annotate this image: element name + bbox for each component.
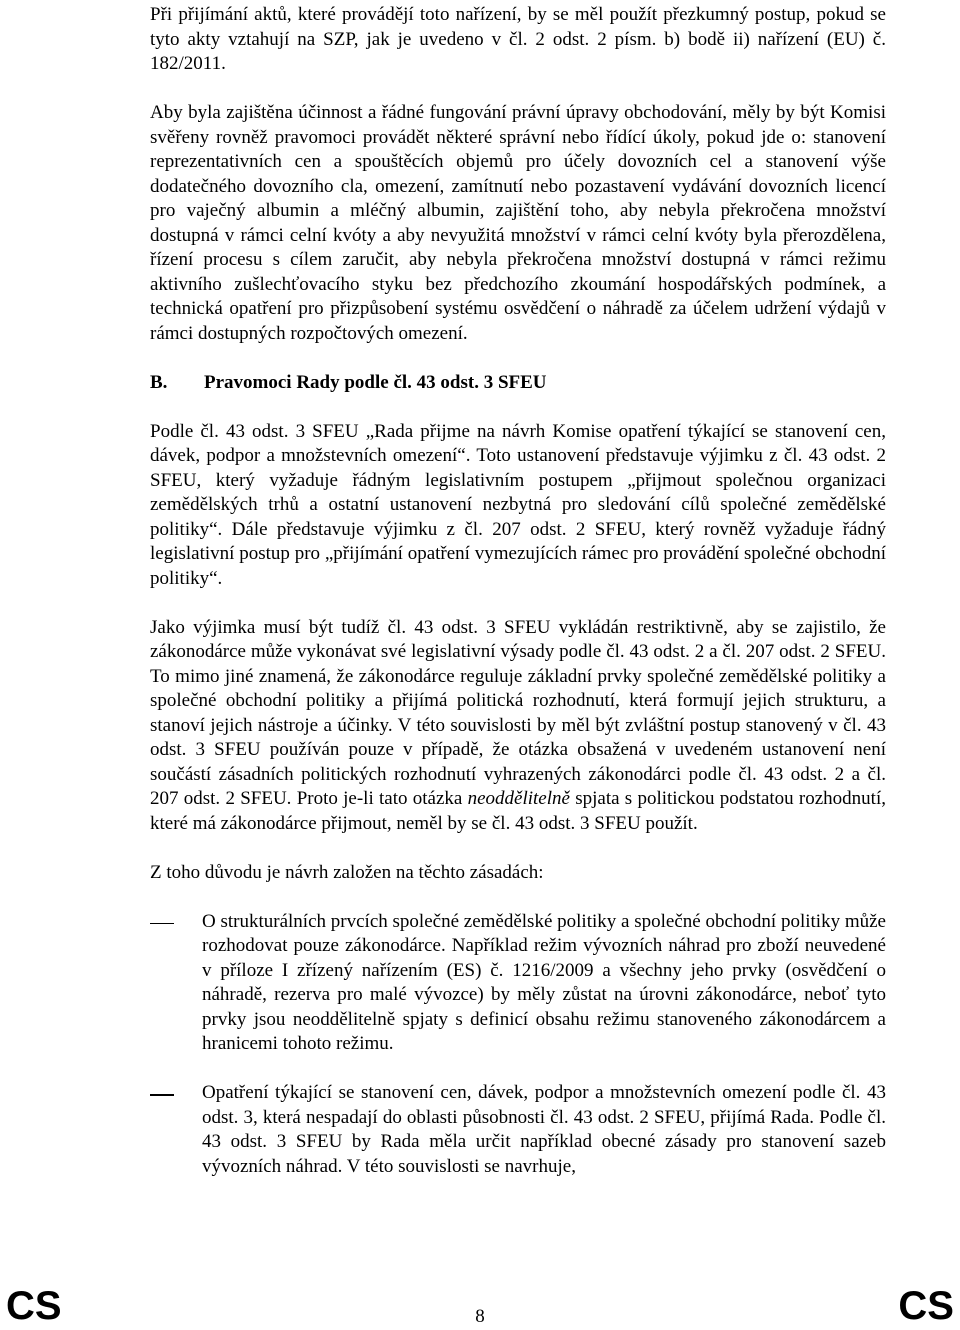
paragraph-text: spjata s politickou podstatou rozhodnutí, které má zákonodárce přijmout, neměl by se čl. 43 odst. 3 SFEU použít.	[150, 788, 886, 834]
paragraph-commission-powers: Aby byla zajištěna účinnost a řádné fungování právní úpravy obchodování, měly by být Komisi svěřeny rovněž pravomoci provádět některé správní nebo řídící úkoly, pokud jde o: stanovení reprezentativních cen a spouštěcích objemů pro účely dovozních cel a stanovení výše dodatečného dovozního cla, omezení, zamítnutí nebo pozastavení vydávání dovozních licencí pro vaječný albumin a mléčný albumin, zajištění toho, aby nebyla překročena množství dostupná v rámci celní kvóty a aby nevyužitá množství v rámci celní kvóty byla přerozdělena, řízení procesu s cílem zaručit, aby nebyla překročena množství dostupná v rámci režimu aktivního zušlechťovacího styku bez předchozího zkoumání hospodářských podmínek, a technická opatření pro přizpůsobení systému osvědčení o náhradě za účelem udržení výdajů v rámci dostupných rozpočtových omezení.	[150, 102, 886, 344]
list-item-text: O strukturálních prvcích společné zemědělské politiky a společné obchodní politiky může rozhodovat pouze zákonodárce. Například režim vývozních náhrad pro zboží neuvedené v příloze I zřízený nařízením (ES) č. 1216/2009 a všechny jeho prvky (osvědčení o náhradě, rezerva pro malé vývozce) by měly zůstat na úrovni zákonodárce, neboť tyto prvky jsou neoddělitelně spjaty s definicí obsahu režimu stanoveného zákonodárcem a hranicemi tohoto režimu.	[202, 910, 886, 1054]
document-body	[150, 3, 886, 1179]
paragraph-text: Jako výjimka musí být tudíž čl. 43 odst. 3 SFEU vykládán restriktivně, aby se zajistilo, že zákonodárce může vykonávat své legislativní výsady podle čl. 43 odst. 2 a čl. 207 odst. 2 SFEU. To mimo jiné znamená, že zákonodárce reguluje základní prvky společné zemědělské politiky a společné obchodní politiky a přijímá politická rozhodnutí, která formují jejich strukturu, a stanoví jejich nástroje a účinky. V této souvislosti by měl být zvláštní postup stanovený v čl. 43 odst. 3 SFEU používán pouze v případě, že otázka obsažená v uvedeném ustanovení není součástí zásadních politických rozhodnutí vyhrazených zákonodárci podle čl. 43 odst. 2 a čl. 207 odst. 2 SFEU. Proto je-li tato otázka	[150, 616, 886, 809]
dash-bullet	[150, 923, 174, 925]
footer-language-code-left: CS	[6, 1284, 62, 1328]
dash-bullet	[150, 1094, 174, 1096]
section-number: B.	[150, 371, 168, 393]
section-title: Pravomoci Rady podle čl. 43 odst. 3 SFEU	[204, 371, 547, 393]
emphasized-term: neoddělitelně	[467, 788, 570, 809]
list-item	[150, 1081, 886, 1179]
footer-language-code-right: CS	[898, 1284, 954, 1328]
page-number: 8	[475, 1306, 485, 1327]
section-heading	[150, 371, 886, 396]
paragraph-restrictive-interpretation	[150, 616, 886, 837]
paragraph-principles-intro: Z toho důvodu je návrh založen na těchto zásadách:	[150, 861, 544, 883]
list-item-text: Opatření týkající se stanovení cen, dávek, podpor a množstevních omezení podle čl. 43 odst. 3, která nespadají do oblasti působnosti čl. 43 odst. 2 SFEU, přijímá Rada. Podle čl. 43 odst. 3 SFEU by Rada měla určit například obecné zásady pro stanovení sazeb vývozních náhrad. V této souvislosti se navrhuje,	[202, 1082, 886, 1177]
list-item	[150, 910, 886, 1057]
paragraph-article-43: Podle čl. 43 odst. 3 SFEU „Rada přijme na návrh Komise opatření týkající se stanovení cen, dávek, podpor a množstevních omezení“. Toto ustanovení představuje výjimku z čl. 43 odst. 2 SFEU, který vyžaduje řádným legislativním postupem „přijmout společnou organizaci zemědělských trhů a ostatní ustanovení nezbytná pro sledování cílů společné zemědělské politiky“. Dále představuje výjimku z čl. 207 odst. 2 SFEU, který rovněž vyžaduje řádný legislativní postup pro „přijímání opatření vymezujících rámec pro provádění společné obchodní politiky“.	[150, 420, 886, 589]
paragraph-review-procedure: Při přijímání aktů, které provádějí toto nařízení, by se měl použít přezkumný postup, pokud se tyto akty vztahují na SZP, jak je uvedeno v čl. 2 odst. 2 písm. b) bodě ii) nařízení (EU) č. 182/2011.	[150, 4, 886, 74]
